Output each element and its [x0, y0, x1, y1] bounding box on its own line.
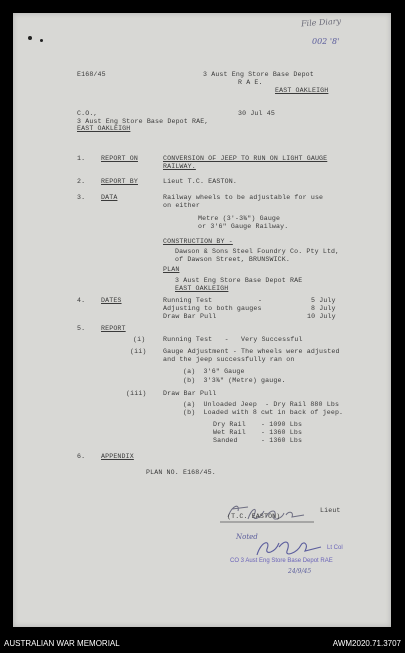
section-4-num: 4.	[77, 297, 86, 304]
report-ii-b: (b) 3'3⅜" (Metre) gauge.	[183, 377, 286, 384]
rail-row-value: - 1360 Lbs	[261, 437, 303, 444]
construction-line-1: Dawson & Sons Steel Foundry Co. Pty Ltd,	[175, 248, 340, 255]
report-iii-text: Draw Bar Pull	[163, 390, 217, 397]
section-1-text-2: RAILWAY.	[163, 163, 196, 170]
gauge-line-1: Metre (3'-3⅜") Gauge	[198, 215, 281, 222]
section-2-text: Lieut T.C. EASTON.	[163, 178, 237, 185]
section-1-label: REPORT ON	[101, 155, 138, 162]
dates-row-date: 10 July	[307, 313, 336, 320]
depot-header-1: 3 Aust Eng Store Base Depot	[203, 71, 314, 78]
section-5-label: REPORT	[101, 325, 126, 332]
handwritten-ref-mark: 002 '8'	[312, 37, 340, 46]
report-ii-text-1: Gauge Adjustment - The wheels were adjusted	[163, 348, 340, 355]
punch-hole	[40, 39, 43, 42]
plan-text: 3 Aust Eng Store Base Depot RAE	[175, 277, 303, 284]
document-page	[13, 13, 391, 627]
ref-number: E168/45	[77, 71, 106, 78]
section-3-text-1: Railway wheels to be adjustable for use	[163, 194, 324, 201]
depot-header-2: R A E.	[238, 79, 263, 86]
footer-archive: AUSTRALIAN WAR MEMORIAL	[4, 639, 120, 648]
report-iii-b: (b) Loaded with 8 cwt in back of jeep.	[183, 409, 344, 416]
footer-accession: AWM2020.71.3707	[332, 639, 401, 648]
section-6-num: 6.	[77, 453, 86, 460]
section-3-num: 3.	[77, 194, 86, 201]
report-i-num: (i)	[133, 336, 146, 343]
handwritten-note-top: File Diary	[300, 16, 342, 29]
construction-line-2: of Dawson Street, BRUNSWICK.	[175, 256, 290, 263]
rail-row-name: Sanded	[213, 437, 238, 444]
signature-name: (T.C. EASTON)	[227, 513, 281, 520]
report-iii-a: (a) Unloaded Jeep - Dry Rail 880 Lbs	[183, 401, 340, 408]
section-1-text-1: CONVERSION OF JEEP TO RUN ON LIGHT GAUGE	[163, 155, 328, 162]
gauge-line-2: or 3'6" Gauge Railway.	[198, 223, 289, 230]
report-i-text: Running Test - Very Successful	[163, 336, 303, 343]
dates-row-item: Draw Bar Pull	[163, 313, 217, 320]
signature-rank: Lieut	[320, 507, 341, 514]
dates-row-date: 8 July	[311, 305, 336, 312]
handwritten-signature	[218, 499, 318, 525]
dates-row-item: Adjusting to both gauges	[163, 305, 262, 312]
section-2-num: 2.	[77, 178, 86, 185]
co-signature	[251, 533, 331, 561]
handwritten-noted: Noted	[236, 533, 258, 541]
report-ii-num: (ii)	[130, 348, 147, 355]
plan-location: EAST OAKLEIGH	[175, 285, 229, 292]
depot-header-3: EAST OAKLEIGH	[275, 87, 329, 94]
rail-row-value: - 1090 Lbs	[261, 421, 303, 428]
construction-label: CONSTRUCTION BY -	[163, 238, 233, 245]
rail-row-name: Wet Rail	[213, 429, 246, 436]
section-4-label: DATES	[101, 297, 122, 304]
rail-row-name: Dry Rail	[213, 421, 246, 428]
rail-row-value: - 1360 Lbs	[261, 429, 303, 436]
section-1-num: 1.	[77, 155, 86, 162]
report-ii-text-2: and the jeep successfully ran on	[163, 356, 295, 363]
report-ii-a: (a) 3'6" Gauge	[183, 368, 245, 375]
section-3-text-2: on either	[163, 202, 200, 209]
date: 30 Jul 45	[238, 110, 275, 117]
section-6-label: APPENDIX	[101, 453, 134, 460]
dates-row-dash: -	[258, 297, 263, 304]
addressee-2: 3 Aust Eng Store Base Depot RAE,	[77, 118, 209, 125]
dates-row-item: Running Test	[163, 297, 213, 304]
stamp-ltcol: Lt Col	[327, 545, 343, 551]
section-6-text: PLAN NO. E168/45.	[146, 469, 216, 476]
dates-row-date: 5 July	[311, 297, 336, 304]
plan-label: PLAN	[163, 266, 180, 273]
handwritten-date: 24/9/45	[288, 568, 312, 575]
section-2-label: REPORT BY	[101, 178, 138, 185]
addressee-1: C.O.,	[77, 110, 98, 117]
addressee-3: EAST OAKLEIGH	[77, 125, 131, 132]
section-5-num: 5.	[77, 325, 86, 332]
report-iii-num: (iii)	[126, 390, 147, 397]
section-3-label: DATA	[101, 194, 118, 201]
unit-stamp: CO 3 Aust Eng Store Base Depot RAE	[230, 558, 333, 564]
punch-hole	[28, 36, 32, 40]
